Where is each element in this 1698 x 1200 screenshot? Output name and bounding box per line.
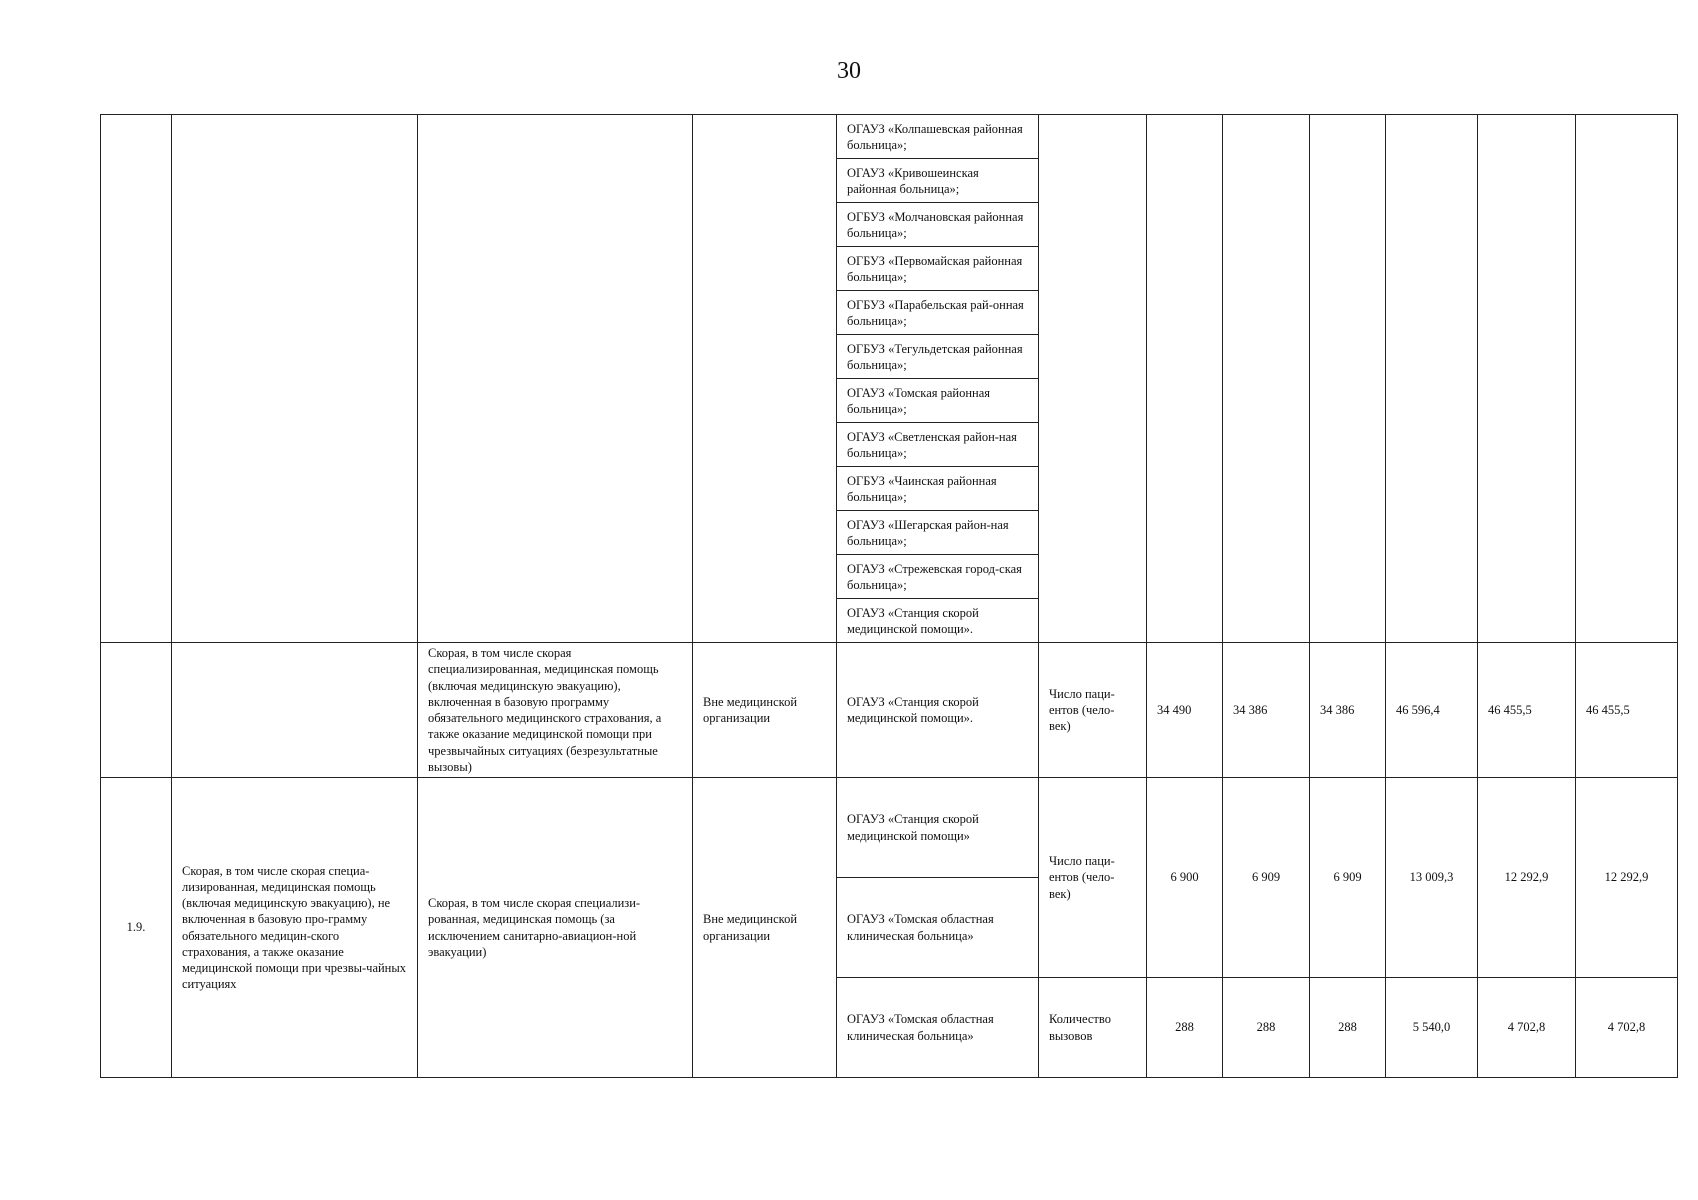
org-list-item: ОГАУЗ «Светленская район-ная больница»; bbox=[837, 423, 1039, 467]
table-row bbox=[101, 115, 1678, 159]
cell-value: 6 900 bbox=[1147, 778, 1223, 978]
cell-value: 4 702,8 bbox=[1478, 978, 1576, 1078]
cell-value bbox=[1223, 115, 1310, 643]
org-list-item: ОГАУЗ «Томская районная больница»; bbox=[837, 379, 1039, 423]
org-list-item: ОГАУЗ «Шегарская район-ная больница»; bbox=[837, 511, 1039, 555]
cell-value bbox=[1147, 115, 1223, 643]
cell-subtype bbox=[418, 115, 693, 643]
org-list-item: ОГАУЗ «Станция скорой медицинской помощи». bbox=[837, 599, 1039, 643]
org-list-item: ОГБУЗ «Молчановская районная больница»; bbox=[837, 203, 1039, 247]
cell-subtype: Скорая, в том числе скорая специализированная, медицинская помощь (включая медицинскую эвакуацию), включенная в базовую программу обязательного медицинского страхования, а также оказание медицинской помощи при чрезвычайных ситуациях (безрезультатные вызовы) bbox=[418, 643, 693, 778]
cell-value: 5 540,0 bbox=[1386, 978, 1478, 1078]
cell-unit bbox=[1039, 115, 1147, 643]
cell-value: 34 386 bbox=[1223, 643, 1310, 778]
cell-value: 13 009,3 bbox=[1386, 778, 1478, 978]
cell-number: 1.9. bbox=[101, 778, 172, 1078]
cell-value: 12 292,9 bbox=[1576, 778, 1678, 978]
cell-unit: Количество вызовов bbox=[1039, 978, 1147, 1078]
cell-org: ОГАУЗ «Томская областная клиническая больница» bbox=[837, 878, 1039, 978]
org-list-item: ОГБУЗ «Тегульдетская районная больница»; bbox=[837, 335, 1039, 379]
cell-value: 12 292,9 bbox=[1478, 778, 1576, 978]
cell-condition: Вне медицинской организации bbox=[693, 778, 837, 1078]
org-list-item: ОГБУЗ «Первомайская районная больница»; bbox=[837, 247, 1039, 291]
cell-value bbox=[1310, 115, 1386, 643]
cell-org: ОГАУЗ «Станция скорой медицинской помощи» bbox=[837, 778, 1039, 878]
table-row bbox=[101, 778, 1678, 878]
cell-value: 288 bbox=[1223, 978, 1310, 1078]
org-list-item: ОГБУЗ «Парабельская рай-онная больница»; bbox=[837, 291, 1039, 335]
cell-type: Скорая, в том числе скорая специа-лизированная, медицинская помощь (включая медицинскую эвакуацию), не включенная в базовую про-грамму обязательного медицин-ского страхования, а также оказание медицинской помощи при чрезвы-чайных ситуациях bbox=[172, 778, 418, 1078]
org-list-item: ОГАУЗ «Кривошеинская районная больница»; bbox=[837, 159, 1039, 203]
cell-condition: Вне медицинской организации bbox=[693, 643, 837, 778]
cell-value: 6 909 bbox=[1310, 778, 1386, 978]
cell-value bbox=[1386, 115, 1478, 643]
services-table bbox=[100, 114, 1678, 1078]
cell-unit: Число паци-ентов (чело-век) bbox=[1039, 778, 1147, 978]
cell-value bbox=[1576, 115, 1678, 643]
cell-number bbox=[101, 643, 172, 778]
cell-unit: Число паци-ентов (чело-век) bbox=[1039, 643, 1147, 778]
cell-value: 46 455,5 bbox=[1478, 643, 1576, 778]
cell-value: 46 596,4 bbox=[1386, 643, 1478, 778]
cell-org: ОГАУЗ «Томская областная клиническая больница» bbox=[837, 978, 1039, 1078]
cell-value: 288 bbox=[1310, 978, 1386, 1078]
page-number: 30 bbox=[837, 58, 861, 84]
org-list-item: ОГБУЗ «Чаинская районная больница»; bbox=[837, 467, 1039, 511]
cell-number bbox=[101, 115, 172, 643]
cell-value: 6 909 bbox=[1223, 778, 1310, 978]
org-list-item: ОГАУЗ «Колпашевская районная больница»; bbox=[837, 115, 1039, 159]
cell-org: ОГАУЗ «Станция скорой медицинской помощи». bbox=[837, 643, 1039, 778]
cell-subtype: Скорая, в том числе скорая специализи-рованная, медицинская помощь (за исключением санитарно-авиацион-ной эвакуации) bbox=[418, 778, 693, 1078]
cell-value: 288 bbox=[1147, 978, 1223, 1078]
cell-condition bbox=[693, 115, 837, 643]
cell-value: 34 490 bbox=[1147, 643, 1223, 778]
org-list-item: ОГАУЗ «Стрежевская город-ская больница»; bbox=[837, 555, 1039, 599]
cell-value: 34 386 bbox=[1310, 643, 1386, 778]
cell-value bbox=[1478, 115, 1576, 643]
table-row bbox=[101, 643, 1678, 778]
cell-value: 4 702,8 bbox=[1576, 978, 1678, 1078]
cell-value: 46 455,5 bbox=[1576, 643, 1678, 778]
cell-type bbox=[172, 643, 418, 778]
cell-type bbox=[172, 115, 418, 643]
